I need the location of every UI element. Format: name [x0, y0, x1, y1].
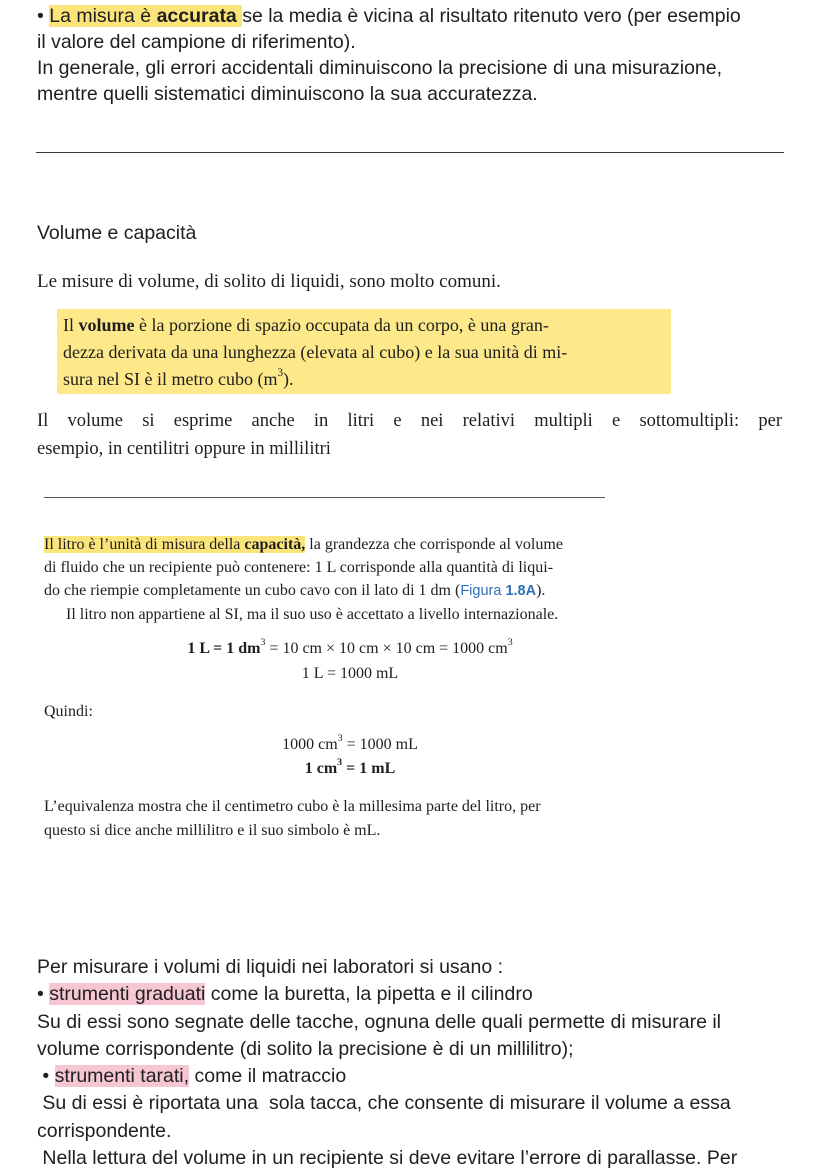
figure-reference[interactable]: Figura 1.8A — [460, 583, 537, 599]
equivalence-paragraph: L’equivalenza mostra che il centimetro cubo è la millesima parte del litro, per questo si dice anche millilitro e il suo simbolo è mL. — [44, 798, 541, 839]
litre-paragraph: Il litro è l’unità di misura della capacità, la grandezza che corrisponde al volume di fluido che un recipiente può contenere: 1 L corrisponde alla quantità di liqui- do che riempie completamente un cubo cavo con il lato di 1 dm (Figura 1.8A). Il litro non appartiene al SI, ma il suo uso è accettato a livello internazionale. — [44, 536, 563, 623]
highlight-graduati: strumenti graduati — [49, 983, 206, 1006]
graduated-bullet: • strumenti graduati come la buretta, la pipetta e il cilindro — [37, 983, 533, 1006]
section-title: Volume e capacità — [37, 222, 197, 244]
highlight-litro: Il litro è l’unità di misura della capacità, — [44, 536, 306, 553]
equations-litre — [0, 637, 700, 690]
equation-3: 1000 $cm^3 = 1000$ mL — [282, 733, 418, 753]
text-line: mentre quelli sistematici diminuiscono la sua accuratezza. — [37, 83, 538, 105]
accuracy-bullet: • La misura è accurata se la media è vicina al risultato ritenuto vero (per esempio — [37, 5, 741, 27]
text-line: il valore del campione di riferimento). — [37, 31, 356, 53]
notes-bottom: Per misurare i volumi di liquidi nei laboratori si usano : • strumenti graduati come la buretta, la pipetta e il cilindro Su di essi sono segnate delle tacche, ognuna delle quali permette di misurare il volume corrispondente (di solito la precisione è di un millilitro); • strumenti tarati, come il matraccio Su di essi è riportata una sola tacca, che consente di misurare il volume a essa corrispondente. Nella lettura del volume in un recipiente si deve evitare l’errore di parallasse. Per — [37, 954, 817, 1172]
calibrated-bullet: • strumenti tarati, come il matraccio — [42, 1065, 347, 1088]
book-paragraph: Il volume si esprime anche in litri e nei relativi multipli e sottomultipli: per esempio, in centilitri oppure in millilitri — [37, 411, 782, 459]
equation-2: 1 L = 1000 mL — [301, 665, 399, 682]
equation-4: 1 $cm^3 = 1$ mL — [304, 757, 396, 777]
divider-line-2 — [44, 497, 605, 498]
text-line: In generale, gli errori accidentali diminuiscono la precisione di una misurazione, — [37, 57, 723, 79]
highlight-accurata: La misura è accurata — [49, 5, 242, 27]
equation-1: 1 L = 1 $dm^3 = 10$ cm × 10 cm × 10 cm = 1000 $cm^3$ — [187, 637, 513, 657]
highlight-tarati: strumenti tarati, — [54, 1065, 190, 1088]
quindi-label: Quindi: — [44, 703, 93, 720]
book-intro: Le misure di volume, di solito di liquidi, sono molto comuni. — [37, 271, 501, 292]
volume-definition: Il volume è la porzione di spazio occupata da un corpo, è una gran- dezza derivata da una lunghezza (elevata al cubo) e la sua unità di mi- sura nel SI è il metro cubo $(m^3)$. — [57, 309, 671, 394]
notes-top — [37, 3, 807, 107]
equations-ml — [0, 733, 700, 786]
divider-line — [36, 152, 784, 153]
bullet: • — [37, 5, 44, 27]
